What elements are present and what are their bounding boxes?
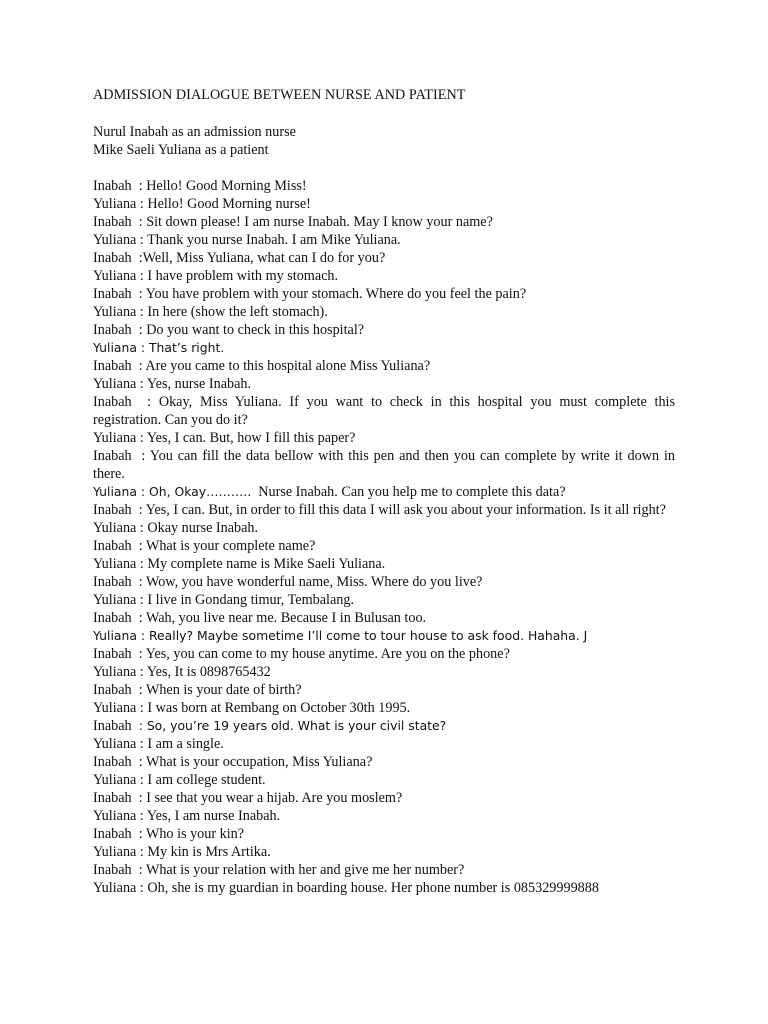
utterance-text: I see that you wear a hijab. Are you moslem?	[146, 790, 403, 806]
utterance-text: Oh, she is my guardian in boarding house. Her phone number is 085329999888	[147, 880, 599, 896]
utterance-text: Hello! Good Morning nurse!	[147, 196, 311, 212]
speaker-label: Yuliana :	[93, 430, 147, 446]
utterance-text: Yes, It is 0898765432	[146, 664, 271, 680]
dialogue-line	[93, 447, 675, 483]
utterance-text: I live in Gondang timur, Tembalang.	[147, 592, 354, 608]
utterance-text: Hello! Good Morning Miss!	[146, 178, 307, 194]
dialogue-line	[93, 609, 675, 627]
dialogue-line	[93, 789, 675, 807]
speaker-label: Inabah :	[93, 394, 159, 410]
speaker-label: Inabah :	[93, 862, 146, 878]
speaker-label: Yuliana :	[93, 556, 148, 572]
speaker-label: Yuliana :	[93, 196, 148, 212]
speaker-label: Inabah :	[93, 826, 146, 842]
utterance-text: What is your complete name?	[145, 538, 316, 554]
speaker-label: Inabah :	[93, 448, 150, 464]
role-nurse: Nurul Inabah as an admission nurse	[93, 124, 296, 140]
dialogue-line	[93, 735, 675, 753]
dialogue-line	[93, 591, 675, 609]
utterance-text: Yes, nurse Inabah.	[146, 376, 252, 392]
speaker-label: Yuliana :	[93, 592, 148, 608]
speaker-label: Yuliana :	[93, 232, 148, 248]
speaker-label: Yuliana :	[93, 808, 147, 824]
dialogue-line	[93, 321, 675, 339]
speaker-label: Inabah :	[93, 754, 146, 770]
dialogue-line	[93, 339, 675, 357]
speaker-label: Inabah :	[93, 790, 147, 806]
speaker-label: Yuliana :	[93, 772, 148, 788]
dialogue-line	[93, 375, 675, 393]
utterance-text: In here (show the left stomach).	[147, 304, 328, 320]
utterance-text: Are you came to this hospital alone Miss Yuliana?	[145, 358, 431, 374]
utterance-text: Really? Maybe sometime I’ll come to tour house to ask food. Hahaha. J	[148, 628, 588, 643]
dialogue-line	[93, 213, 675, 231]
dialogue-line	[93, 231, 675, 249]
dialogue-line	[93, 699, 675, 717]
speaker-label: Inabah :	[93, 178, 147, 194]
utterance-text-continued: Nurse Inabah. Can you help me to complete this data?	[251, 484, 566, 500]
dialogue-line	[93, 717, 675, 735]
dialogue-line	[93, 753, 675, 771]
dialogue-line	[93, 627, 675, 645]
speaker-label: Yuliana :	[93, 628, 149, 643]
dialogue-line	[93, 519, 675, 537]
utterance-text: Sit down please! I am nurse Inabah. May I know your name?	[146, 214, 493, 230]
speaker-label: Inabah :	[93, 682, 146, 698]
utterance-text: What is your relation with her and give me her number?	[145, 862, 465, 878]
utterance-text: Yes, I am nurse Inabah.	[146, 808, 281, 824]
speaker-label: Yuliana :	[93, 664, 147, 680]
utterance-text: Yes, I can. But, in order to fill this data I will ask you about your information. Is it all right?	[145, 502, 666, 518]
speaker-label: Inabah :	[93, 646, 146, 662]
dialogue-line	[93, 771, 675, 789]
speaker-label: Yuliana :	[93, 520, 148, 536]
dialogue-line	[93, 285, 675, 303]
role-list	[93, 123, 296, 159]
utterance-text: I am college student.	[147, 772, 266, 788]
speaker-label: Inabah :	[93, 214, 147, 230]
speaker-label: Yuliana :	[93, 268, 148, 284]
dialogue-line	[93, 357, 675, 375]
utterance-text: Who is your kin?	[145, 826, 245, 842]
utterance-text: Well, Miss Yuliana, what can I do for you?	[142, 250, 386, 266]
utterance-text: Thank you nurse Inabah. I am Mike Yuliana.	[147, 232, 401, 248]
speaker-label: Yuliana :	[93, 484, 149, 499]
speaker-label: Inabah :	[93, 610, 146, 626]
utterance-text: Wow, you have wonderful name, Miss. Where do you live?	[145, 574, 483, 590]
dialogue-line	[93, 249, 675, 267]
utterance-text: What is your occupation, Miss Yuliana?	[145, 754, 373, 770]
speaker-label: Yuliana :	[93, 844, 148, 860]
dialogue-line	[93, 681, 675, 699]
dialogue-line	[93, 573, 675, 591]
dialogue-line	[93, 537, 675, 555]
speaker-label: Inabah	[93, 718, 139, 734]
utterance-text: Okay nurse Inabah.	[147, 520, 259, 536]
utterance-text: You can fill the data bellow with this pen and then you can complete by write it down in there.	[93, 448, 676, 482]
speaker-label: Inabah :	[93, 358, 146, 374]
speaker-label: Inabah :	[93, 250, 143, 266]
utterance-text: Yes, I can. But, how I fill this paper?	[146, 430, 356, 446]
dialogue-line	[93, 267, 675, 285]
dialogue-line	[93, 879, 675, 897]
utterance-text: : So, you’re 19 years old. What is your civil state?	[138, 718, 447, 733]
speaker-label: Yuliana :	[93, 304, 148, 320]
speaker-label: Inabah :	[93, 574, 146, 590]
speaker-label: Inabah :	[93, 538, 146, 554]
speaker-label: Yuliana :	[93, 376, 147, 392]
speaker-label: Inabah :	[93, 502, 146, 518]
dialogue-line	[93, 843, 675, 861]
dialogue-line	[93, 807, 675, 825]
dialogue-line	[93, 663, 675, 681]
utterance-text: Okay, Miss Yuliana. If you want to check in this hospital you must complete this registration. Can you do it?	[93, 394, 676, 428]
utterance-text: I am a single.	[147, 736, 224, 752]
speaker-label: Inabah :	[93, 322, 147, 338]
speaker-label: Yuliana :	[93, 880, 148, 896]
dialogue-body	[93, 177, 675, 897]
speaker-label: Yuliana :	[93, 736, 148, 752]
dialogue-line	[93, 393, 675, 429]
utterance-text: Do you want to check in this hospital?	[146, 322, 365, 338]
dialogue-line	[93, 177, 675, 195]
dialogue-line	[93, 429, 675, 447]
utterance-text: I have problem with my stomach.	[147, 268, 339, 284]
dialogue-line	[93, 825, 675, 843]
utterance-text: You have problem with your stomach. Where do you feel the pain?	[145, 286, 527, 302]
document-title: ADMISSION DIALOGUE BETWEEN NURSE AND PATIENT	[93, 87, 466, 103]
dialogue-line	[93, 861, 675, 879]
speaker-label: Yuliana :	[93, 340, 149, 355]
dialogue-line	[93, 303, 675, 321]
speaker-label: Yuliana :	[93, 700, 148, 716]
utterance-text: That’s right.	[148, 340, 225, 355]
dialogue-line	[93, 645, 675, 663]
utterance-text: I was born at Rembang on October 30th 1995.	[147, 700, 411, 716]
speaker-label: Inabah :	[93, 286, 146, 302]
dialogue-line	[93, 483, 675, 501]
utterance-text: Oh, Okay………..	[148, 484, 252, 499]
utterance-text: Wah, you live near me. Because I in Bulusan too.	[145, 610, 427, 626]
utterance-text: My kin is Mrs Artika.	[147, 844, 271, 860]
utterance-text: My complete name is Mike Saeli Yuliana.	[147, 556, 386, 572]
utterance-text: Yes, you can come to my house anytime. Are you on the phone?	[145, 646, 510, 662]
dialogue-line	[93, 555, 675, 573]
dialogue-line	[93, 501, 675, 519]
role-patient: Mike Saeli Yuliana as a patient	[93, 142, 269, 158]
dialogue-line	[93, 195, 675, 213]
utterance-text: When is your date of birth?	[145, 682, 302, 698]
